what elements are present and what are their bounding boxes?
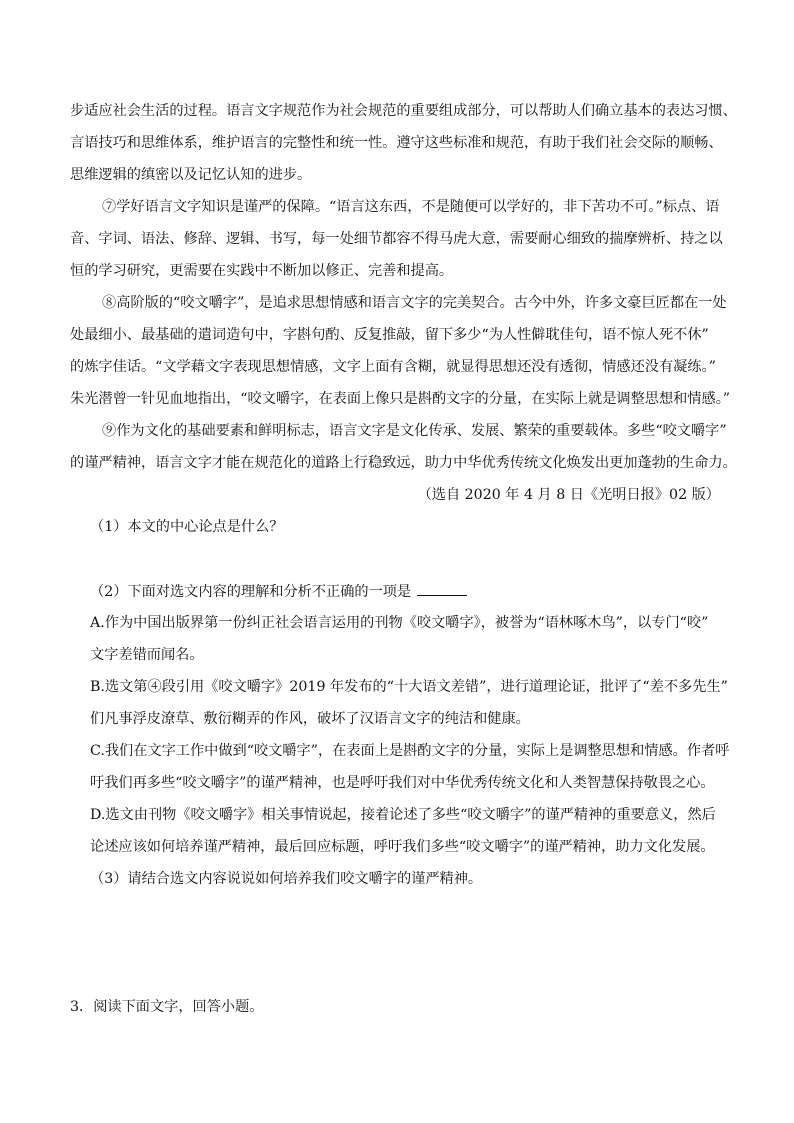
question-2-text: （2）下面对选文内容的理解和分析不正确的一项是 [90,584,412,600]
option-d-line-2: 论述应该如何培养谨严精神，最后回应标题，呼吁我们多些“咬文嚼字”的谨严精神，助力文化发展。 [90,839,715,855]
option-b-line-2: 们凡事浮皮潦草、敷衍糊弄的作风，破坏了汉语言文字的纯洁和健康。 [90,711,530,727]
option-c-line-1: C.我们在文字工作中做到“咬文嚼字”，在表面上是斟酌文字的分量，实际上是调整思想和情感。作者呼 [90,743,730,759]
paragraph-6-line-3: 思维逻辑的缜密以及记忆认知的进步。 [70,167,312,183]
paragraph-6-line-2: 言语技巧和思维体系，维护语言的完整性和统一性。遵守这些标准和规范，有助于我们社会交际的顺畅、 [70,135,723,151]
answer-blank [417,581,467,596]
source-citation: （选自 2020 年 4 月 8 日《光明日报》02 版） [417,487,720,503]
option-a-line-1: A.作为中国出版界第一份纠正社会语言运用的刊物《咬文嚼字》，被誉为“语林啄木鸟”，以专门“咬” [90,615,709,631]
option-c-line-2: 吁我们再多些“咬文嚼字”的谨严精神，也是呼吁我们对中华优秀传统文化和人类智慧保持敬畏之心。 [90,775,715,791]
paragraph-8-line-1: ⑧高阶版的“咬文嚼字”，是追求思想情感和语言文字的完美契合。古今中外，许多文豪巨匠都在一处 [102,295,727,311]
paragraph-6-line-1: 步适应社会生活的过程。语言文字规范作为社会规范的重要组成部分，可以帮助人们确立基本的表达习惯、 [70,103,737,119]
question-1: （1）本文的中心论点是什么？ [90,519,284,535]
option-b-line-1: B.选文第④段引用《咬文嚼字》2019 年发布的“十大语文差错”，进行道理论证，批评了“差不多先生” [90,679,728,695]
question-2 [90,581,735,602]
next-section-heading: 3．阅读下面文字，回答小题。 [70,999,264,1015]
paragraph-9-line-1: ⑨作为文化的基础要素和鲜明标志，语言文字是文化传承、发展、繁荣的重要载体。多些“咬文嚼字” [102,423,727,439]
paragraph-7-line-3: 恒的学习研究，更需要在实践中不断加以修正、完善和提高。 [70,263,454,279]
option-a-line-2: 文字差错而闻名。 [90,647,204,663]
paragraph-7-line-2: 音、字词、语法、修辞、逻辑、书写，每一处细节都容不得马虎大意，需要耐心细致的揣摩辨析、持之以 [70,231,723,247]
paragraph-8-line-2: 处最细小、最基础的遣词造句中，字斟句酌、反复推敲，留下多少“为人性僻耽佳句，语不惊人死不休” [70,327,709,343]
question-3: （3）请结合选文内容说说如何培养我们咬文嚼字的谨严精神。 [90,871,483,887]
option-d-line-1: D.选文由刊物《咬文嚼字》相关事情说起，接着论述了多些“咬文嚼字”的谨严精神的重要意义，然后 [90,807,716,823]
paragraph-9-line-2: 的谨严精神，语言文字才能在规范化的道路上行稳致远，助力中华优秀传统文化焕发出更加蓬勃的生命力。 [70,455,737,471]
paragraph-8-line-4: 朱光潜曾一针见血地指出，“咬文嚼字，在表面上像只是斟酌文字的分量，在实际上就是调整思想和情感。” [70,391,731,407]
paragraph-8-line-3: 的炼字佳话。“文学藉文字表现思想情感，文字上面有含糊，就显得思想还没有透彻，情感还没有凝练。” [70,359,716,375]
paragraph-7-line-1: ⑦学好语言文字知识是谨严的保障。“语言这东西，不是随便可以学好的，非下苦功不可。”标点、语 [102,199,720,215]
